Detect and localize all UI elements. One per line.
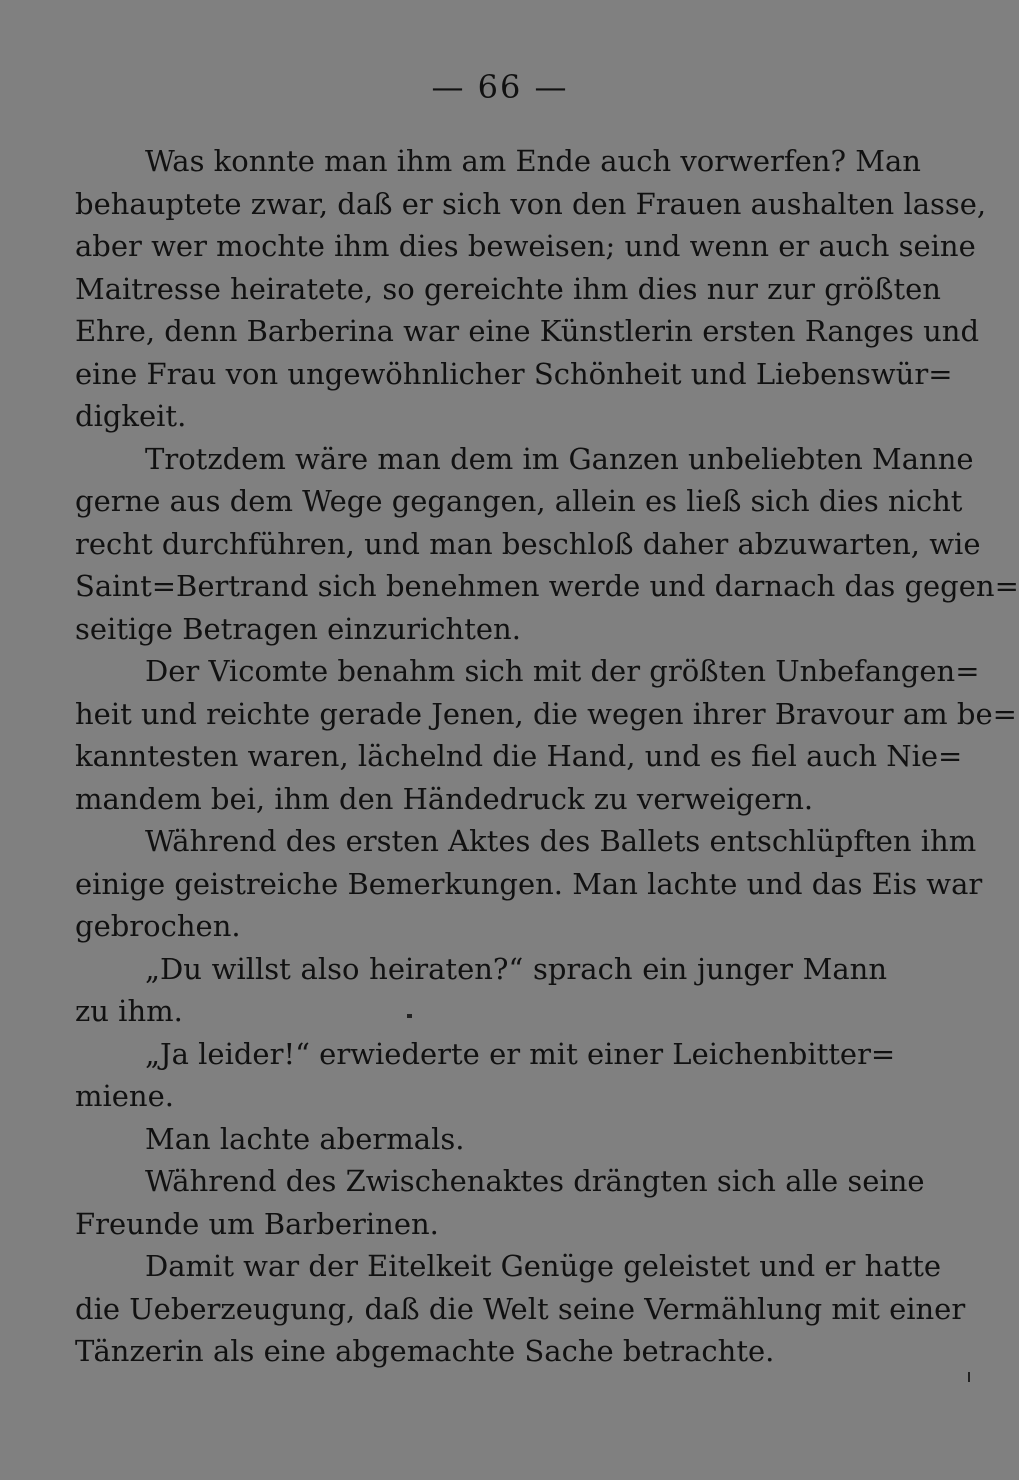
text-line: Der Vicomte benahm sich mit der größten Unbefangen= xyxy=(145,654,980,688)
text-line: zu ihm. xyxy=(75,994,183,1028)
text-line: gerne aus dem Wege gegangen, allein es ließ sich dies nicht xyxy=(75,484,963,518)
text-line: Ehre, denn Barberina war eine Künstlerin ersten Ranges und xyxy=(75,314,980,348)
text-line: Saint=Bertrand sich benehmen werde und darnach das gegen= xyxy=(75,569,1019,603)
print-speck xyxy=(968,1372,970,1382)
text-line: Maitresse heiratete, so gereichte ihm dies nur zur größten xyxy=(75,271,941,306)
text-line: Freunde um Barberinen. xyxy=(75,1206,439,1241)
text-line: gebrochen. xyxy=(75,909,241,943)
text-line: die Ueberzeugung, daß die Welt seine Vermählung mit einer xyxy=(75,1291,966,1326)
text-line: „Du willst also heiraten?“ sprach ein junger Mann xyxy=(145,951,887,986)
body-text xyxy=(75,140,1019,1373)
text-line: Während des ersten Aktes des Ballets entschlüpften ihm xyxy=(145,824,977,858)
text-line: einige geistreiche Bemerkungen. Man lachte und das Eis war xyxy=(75,866,983,901)
text-line: aber wer mochte ihm dies beweisen; und wenn er auch seine xyxy=(75,229,976,263)
text-line: heit und reichte gerade Jenen, die wegen ihrer Bravour am be= xyxy=(75,696,1017,731)
text-line: Während des Zwischenaktes drängten sich alle seine xyxy=(145,1164,925,1198)
text-line: mandem bei, ihm den Händedruck zu verweigern. xyxy=(75,781,814,816)
text-line: Tänzerin als eine abgemachte Sache betrachte. xyxy=(75,1334,775,1368)
page-number: — 66 — xyxy=(431,68,569,106)
text-line: Damit war der Eitelkeit Genüge geleistet und er hatte xyxy=(145,1249,942,1283)
text-line: kanntesten waren, lächelnd die Hand, und es fiel auch Nie= xyxy=(75,739,963,773)
text-line: Trotzdem wäre man dem im Ganzen unbeliebten Manne xyxy=(145,441,974,476)
text-line: Was konnte man ihm am Ende auch vorwerfen? Man xyxy=(145,144,921,178)
print-speck xyxy=(407,1014,412,1018)
text-line: seitige Betragen einzurichten. xyxy=(75,611,521,646)
text-line: recht durchführen, und man beschloß daher abzuwarten, wie xyxy=(75,526,981,561)
text-line: eine Frau von ungewöhnlicher Schönheit und Liebenswür= xyxy=(75,356,953,391)
text-line: behauptete zwar, daß er sich von den Frauen aushalten lasse, xyxy=(75,186,987,221)
text-line: miene. xyxy=(75,1079,174,1113)
text-line: digkeit. xyxy=(75,399,187,433)
text-line: „Ja leider!“ erwiederte er mit einer Leichenbitter= xyxy=(145,1036,896,1071)
text-line: Man lachte abermals. xyxy=(145,1121,465,1156)
